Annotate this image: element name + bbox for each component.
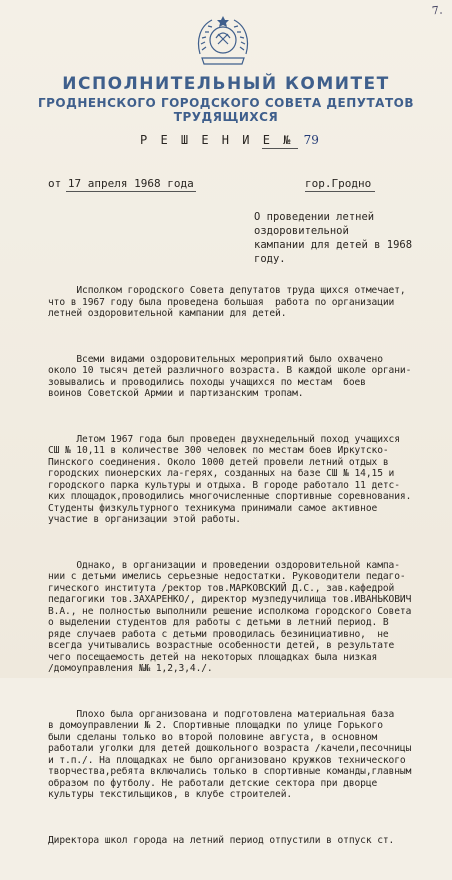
state-emblem-icon <box>192 14 254 70</box>
city-text: гор.Гродно <box>305 177 372 190</box>
date-underline <box>66 191 196 192</box>
document-body <box>48 262 448 880</box>
decision-date <box>48 177 194 190</box>
subject-line-1: О проведении летней оздоровительной <box>254 211 375 237</box>
subject-block <box>254 210 449 266</box>
date-text: от 17 апреля 1968 года <box>48 177 194 190</box>
decision-number-underline <box>262 148 298 149</box>
subject-line-2: кампании для детей в 1968 году. <box>254 239 413 265</box>
decision-city <box>305 177 371 190</box>
paragraph: Всеми видами оздоровительных мероприятий было охвачено около 10 тысяч детей различного возраста. В каждой школе органи- зовывались и проводились походы учащихся по местам боев воинов Советской Армии и партизанским тропам. <box>48 353 412 399</box>
city-underline <box>305 191 375 192</box>
paragraph: Директора школ города на летний период отпустили в отпуск ст. <box>48 834 395 846</box>
archive-page-number: 7. <box>430 3 443 18</box>
paragraph: Однако, в организации и проведении оздоровительной кампа- нии с детьми имелись серьезные недостатки. Руководители педаго- гического института /ректор тов.МАРКОВСКИЙ Д.С., зав.кафедрой педагогики тов.ЗАХАРЕНКО/, директор музпедучилища тов.ИВАНЬКОВИЧ В.А., не полностью выполнили решение исполкома городского Совета о выделении студентов для работы с детьми в летний период. В ряде случаев работа с детьми проводилась безинициативно, не всегда учитывались возрастные особенности детей, в результате чего посещаемость детей на некоторых площадках была низкая /домоуправления №№ 1,2,3,4./. <box>48 559 412 674</box>
paragraph: Летом 1967 года был проведен двухнедельный поход учащихся СШ № 10,11 в количестве 300 человек по местам боев Иркутско- Пинского соединения. Около 1000 детей провели летний отдых в городских пионерских ла-герях, созданных на базе СШ № 14,15 и городского парка культуры и отдыха. В городе работало 11 детс- ких площадок,проводились многочисленные спортивные соревнования. Студенты физкультурного техникума принимали самое активное участие в организации этой работы. <box>48 433 412 525</box>
decision-heading <box>140 133 319 147</box>
paragraph: Исполком городского Совета депутатов труда щихся отмечает, что в 1967 году была проведена большая работа по организации летней оздоровительной кампании для детей. <box>48 285 406 319</box>
decision-number: 79 <box>303 133 319 147</box>
decision-label: Р Е Ш Е Н И Е № <box>140 133 294 147</box>
paragraph: Плохо была организована и подготовлена материальная база в домоуправлении № 2. Спортивные площадки по улице Горького были сделаны только во второй половине августа, в основном работали уголки для детей дошкольного возраста /качели,песочницы и т.п./. На площадках не было организовано кружков технического творчества,ребята включались только в спортивные команды,главным образом по футболу. Не работали детские сектора при дворце культуры текстильщиков, в клубе строителей. <box>48 708 412 800</box>
org-title: ИСПОЛНИТЕЛЬНЫЙ КОМИТЕТ <box>62 74 390 94</box>
org-subtitle: ГРОДНЕНСКОГО ГОРОДСКОГО СОВЕТА ДЕПУТАТОВ ТРУДЯЩИХСЯ <box>37 96 414 124</box>
